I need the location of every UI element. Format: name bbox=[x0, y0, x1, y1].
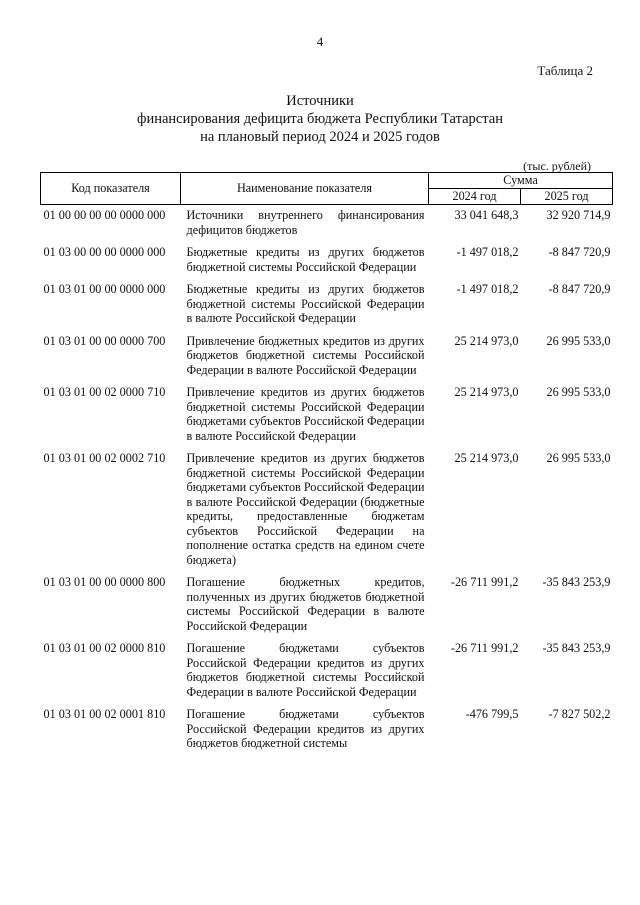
row-name: Привлечение бюджетных кредитов из других бюджетов бюджетной системы Российской Федерации в валюте Российской Федерации bbox=[186, 333, 425, 377]
row-value-2025: -35 843 253,9 bbox=[542, 641, 611, 655]
row-value-2025: 26 995 533,0 bbox=[546, 451, 611, 465]
row-value-2024: -26 711 991,2 bbox=[450, 641, 519, 655]
table-body bbox=[41, 205, 613, 759]
table-row bbox=[41, 385, 613, 451]
title-line-3: на плановый период 2024 и 2025 годов bbox=[200, 129, 440, 145]
row-value-2025: 32 920 714,9 bbox=[546, 208, 611, 222]
row-name: Привлечение кредитов из других бюджетов бюджетной системы Российской Федерации бюджетами субъектов Российской Федерации в валюте Российской Федерации bbox=[186, 385, 425, 443]
table-row bbox=[41, 205, 613, 246]
row-code: 01 03 01 00 00 0000 000 bbox=[43, 282, 166, 296]
row-value-2024: -1 497 018,2 bbox=[456, 245, 519, 259]
table-row bbox=[41, 451, 613, 575]
table-row bbox=[41, 641, 613, 707]
row-value-2024: 25 214 973,0 bbox=[454, 385, 519, 399]
row-name: Бюджетные кредиты из других бюджетов бюджетной системы Российской Федерации в валюте Российской Федерации bbox=[186, 282, 425, 325]
page-number: 4 bbox=[316, 34, 324, 49]
row-name: Погашение бюджетных кредитов, полученных из других бюджетов бюджетной системы Российской Федерации в валюте Российской Федерации bbox=[186, 575, 425, 633]
row-code: 01 00 00 00 00 0000 000 bbox=[43, 208, 166, 222]
row-value-2024: 25 214 973,0 bbox=[454, 333, 519, 348]
row-name: Погашение бюджетами субъектов Российской Федерации кредитов из других бюджетов бюджетной системы bbox=[186, 707, 425, 750]
header-2024: 2024 год bbox=[429, 189, 521, 205]
row-value-2025: -8 847 720,9 bbox=[548, 282, 611, 296]
row-code: 01 03 01 00 00 0000 800 bbox=[43, 575, 166, 589]
table-row bbox=[41, 334, 613, 386]
document-title bbox=[0, 92, 640, 146]
row-value-2025: -7 827 502,2 bbox=[548, 707, 611, 721]
row-code: 01 03 01 00 02 0000 810 bbox=[43, 641, 166, 655]
header-name: Наименование показателя bbox=[181, 173, 429, 205]
title-line-1: Источники bbox=[286, 93, 354, 109]
row-value-2024: 25 214 973,0 bbox=[454, 451, 519, 465]
row-value-2024: 33 041 648,3 bbox=[454, 208, 519, 222]
header-2025: 2025 год bbox=[521, 189, 613, 205]
table-row bbox=[41, 707, 613, 759]
units-label: (тыс. рублей) bbox=[523, 159, 591, 173]
header-code: Код показателя bbox=[41, 173, 181, 205]
table-row bbox=[41, 575, 613, 641]
row-code: 01 03 01 00 02 0001 810 bbox=[43, 707, 166, 721]
row-value-2025: -35 843 253,9 bbox=[542, 575, 611, 589]
row-code: 01 03 01 00 02 0002 710 bbox=[43, 451, 166, 465]
row-name: Бюджетные кредиты из других бюджетов бюджетной системы Российской Федерации bbox=[186, 245, 425, 274]
table-label: Таблица 2 bbox=[537, 63, 593, 78]
row-value-2025: -8 847 720,9 bbox=[548, 245, 611, 259]
row-value-2024: -476 799,5 bbox=[465, 707, 519, 721]
row-name: Источники внутреннего финансирования дефицитов бюджетов bbox=[186, 208, 425, 237]
row-name: Привлечение кредитов из других бюджетов бюджетной системы Российской Федерации бюджетами субъектов Российской Федерации в валюте Российской Федерации (бюджетные кредиты, предоставленные бюджетам субъектов Российской Федерации на пополнение остатка средств на едином счете бюджета) bbox=[186, 451, 425, 567]
table-row bbox=[41, 282, 613, 334]
row-value-2025: 26 995 533,0 bbox=[546, 333, 611, 348]
table-row bbox=[41, 245, 613, 282]
row-value-2025: 26 995 533,0 bbox=[546, 385, 611, 399]
title-line-2: финансирования дефицита бюджета Республики Татарстан bbox=[137, 111, 503, 127]
row-value-2024: -26 711 991,2 bbox=[450, 575, 519, 589]
row-code: 01 03 00 00 00 0000 000 bbox=[43, 245, 166, 259]
row-code: 01 03 01 00 00 0000 700 bbox=[43, 333, 166, 348]
row-name: Погашение бюджетами субъектов Российской Федерации кредитов из других бюджетов бюджетной системы Российской Федерации в валюте Российской Федерации bbox=[186, 641, 425, 699]
sources-table bbox=[40, 172, 613, 759]
header-sum: Сумма bbox=[429, 173, 613, 189]
row-code: 01 03 01 00 02 0000 710 bbox=[43, 385, 166, 399]
row-value-2024: -1 497 018,2 bbox=[456, 282, 519, 296]
